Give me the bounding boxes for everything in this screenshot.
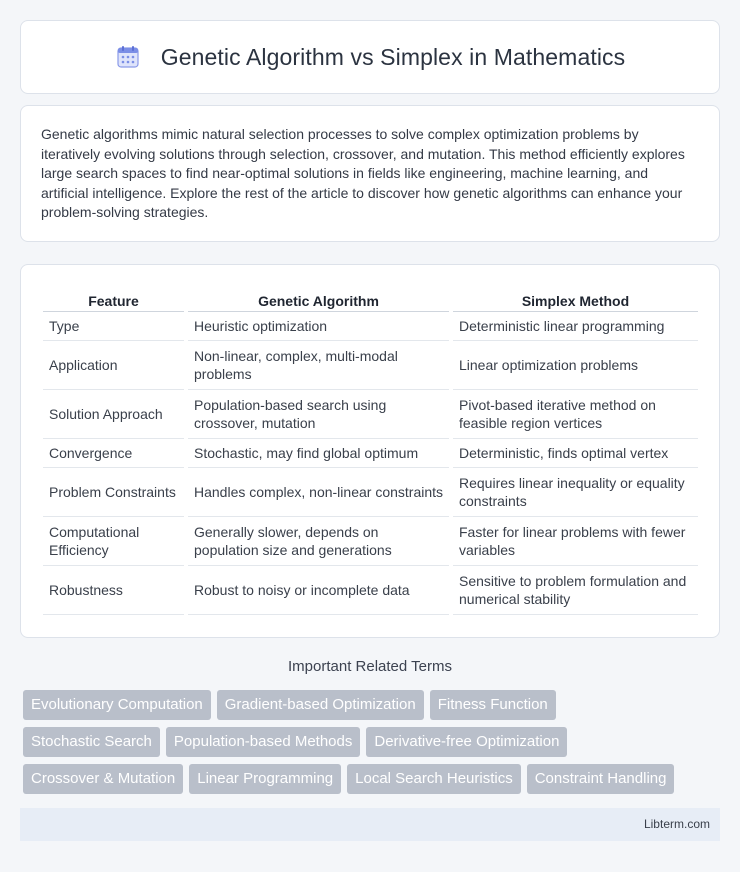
table-cell: Non-linear, complex, multi-modal problems [186, 340, 451, 389]
table-cell: Computational Efficiency [43, 516, 186, 565]
tag-linear-programming[interactable]: Linear Programming [189, 764, 341, 794]
table-cell: Deterministic, finds optimal vertex [451, 438, 698, 467]
table-row [43, 516, 698, 565]
column-header-genetic: Genetic Algorithm [186, 285, 451, 311]
tag-evolutionary-computation[interactable]: Evolutionary Computation [23, 690, 211, 720]
table-cell: Application [43, 340, 186, 389]
table-cell: Handles complex, non-linear constraints [186, 467, 451, 516]
column-header-simplex: Simplex Method [451, 285, 698, 311]
table-cell: Linear optimization problems [451, 340, 698, 389]
table-cell: Sensitive to problem formulation and numerical stability [451, 565, 698, 614]
comparison-table [43, 285, 698, 615]
tag-constraint-handling[interactable]: Constraint Handling [527, 764, 675, 794]
table-cell: Pivot-based iterative method on feasible region vertices [451, 389, 698, 438]
table-cell: Requires linear inequality or equality constraints [451, 467, 698, 516]
calendar-icon [115, 44, 141, 70]
related-terms-title: Important Related Terms [288, 658, 452, 675]
table-cell: Convergence [43, 438, 186, 467]
table-cell: Problem Constraints [43, 467, 186, 516]
header-card [20, 20, 720, 94]
tag-population-based-methods[interactable]: Population-based Methods [166, 727, 360, 757]
footer-site-link[interactable]: Libterm.com [643, 817, 710, 831]
table-row [43, 438, 698, 467]
table-cell: Solution Approach [43, 389, 186, 438]
related-terms-tags [23, 690, 723, 801]
tag-fitness-function[interactable]: Fitness Function [430, 690, 556, 720]
table-header-row [43, 285, 698, 311]
intro-card [20, 105, 720, 242]
tag-local-search-heuristics[interactable]: Local Search Heuristics [347, 764, 521, 794]
table-cell: Faster for linear problems with fewer variables [451, 516, 698, 565]
table-cell: Population-based search using crossover, mutation [186, 389, 451, 438]
tag-stochastic-search[interactable]: Stochastic Search [23, 727, 160, 757]
table-row [43, 311, 698, 340]
title-wrap [115, 44, 625, 71]
table-cell: Type [43, 311, 186, 340]
tag-row [23, 727, 723, 757]
tag-row [23, 690, 723, 720]
column-header-feature: Feature [43, 285, 186, 311]
table-cell: Deterministic linear programming [451, 311, 698, 340]
tag-row [23, 764, 723, 794]
table-cell: Robust to noisy or incomplete data [186, 565, 451, 614]
table-row [43, 565, 698, 614]
table-row [43, 340, 698, 389]
table-cell: Robustness [43, 565, 186, 614]
tag-crossover-mutation[interactable]: Crossover & Mutation [23, 764, 183, 794]
table-cell: Heuristic optimization [186, 311, 451, 340]
page-title: Genetic Algorithm vs Simplex in Mathematics [160, 43, 626, 70]
tag-derivative-free-optimization[interactable]: Derivative-free Optimization [366, 727, 567, 757]
table-row [43, 467, 698, 516]
tag-gradient-based-optimization[interactable]: Gradient-based Optimization [217, 690, 424, 720]
intro-text: Genetic algorithms mimic natural selection processes to solve complex optimization problems by iteratively evolving solutions through selection, crossover, and mutation. This method efficiently explores large search spaces to find near-optimal solutions in fields like engineering, machine learning, and artificial intelligence. Explore the rest of the article to discover how genetic algorithms can enhance your problem-solving strategies. [41, 126, 685, 221]
comparison-card [20, 264, 720, 638]
table-cell: Generally slower, depends on population size and generations [186, 516, 451, 565]
footer [20, 808, 720, 841]
table-cell: Stochastic, may find global optimum [186, 438, 451, 467]
table-row [43, 389, 698, 438]
